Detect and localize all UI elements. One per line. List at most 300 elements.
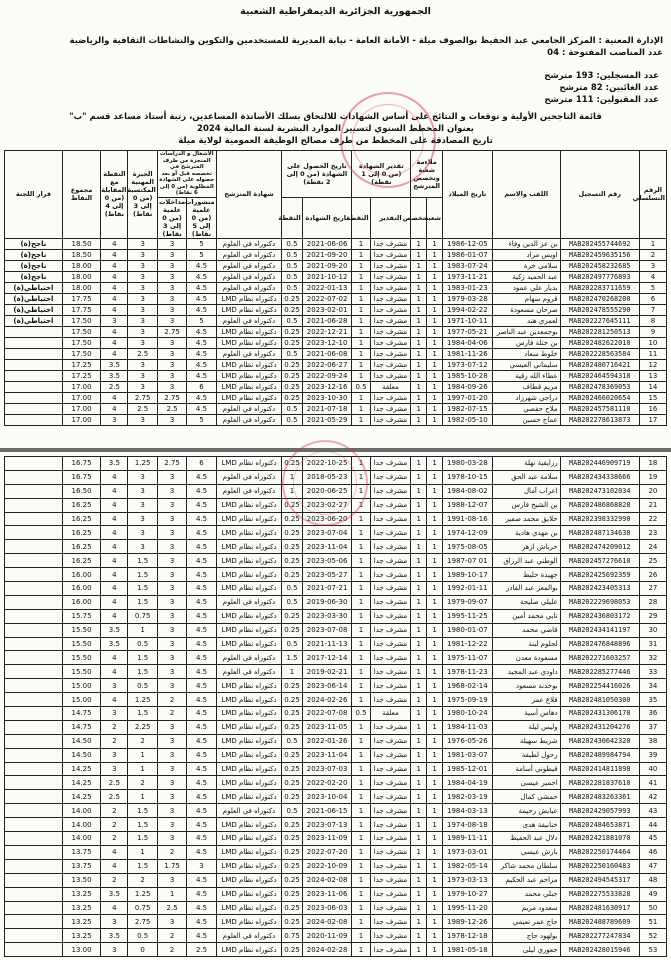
cell-int: 3 xyxy=(101,679,128,693)
cell-exp: 0.5 xyxy=(128,929,157,943)
cell-birth: 1982-05-14 xyxy=(442,859,492,873)
cell-dp: 0.5 xyxy=(282,249,302,260)
cell-name: بن عز الدين وفاء xyxy=(492,238,560,249)
cell-grade: مشرف جدا xyxy=(370,943,411,957)
cell-status xyxy=(5,348,63,359)
cell-exp: 2 xyxy=(128,776,157,790)
cell-cs: 1 xyxy=(411,540,427,554)
cell-cb: 1 xyxy=(427,359,443,370)
cell-cs: 1 xyxy=(411,370,427,381)
cell-cb: 1 xyxy=(427,260,443,271)
cell-name: عليلي صليحة xyxy=(492,595,560,609)
cell-dd: 2023-07-13 xyxy=(302,818,352,832)
cell-name: مزاحم عبد الحكيم xyxy=(492,873,560,887)
cell-gp: 1 xyxy=(352,915,370,929)
cell-wa: 4.5 xyxy=(187,609,216,623)
cell-wa: 4.5 xyxy=(187,762,216,776)
cell-birth: 1984-09-26 xyxy=(442,381,492,392)
cell-gp: 1 xyxy=(352,693,370,707)
cell-birth: 1986-12-05 xyxy=(442,238,492,249)
cell-status xyxy=(5,623,63,637)
cell-name: قاضي محمد xyxy=(492,623,560,637)
cell-exp: 1 xyxy=(128,623,157,637)
cell-wb: 3 xyxy=(157,832,186,846)
cell-grade: مشرف جدا xyxy=(370,845,411,859)
cell-total: 16.00 xyxy=(62,568,100,582)
table-row xyxy=(5,484,667,498)
cell-cs: 1 xyxy=(411,282,427,293)
cell-gp: 1 xyxy=(352,568,370,582)
cell-dp: 0.5 xyxy=(282,637,302,651)
cell-wb: 3 xyxy=(157,679,186,693)
cell-grade: مشرف جدا xyxy=(370,873,411,887)
cell-exp: 3 xyxy=(128,337,157,348)
cell-name: داودي عبد المجيد xyxy=(492,665,560,679)
cell-grade: مشرف جدا xyxy=(370,651,411,665)
cell-status xyxy=(5,720,63,734)
cell-code: MAB202483263361 xyxy=(560,790,639,804)
cell-exp: 2.5 xyxy=(128,403,157,414)
cell-n: 47 xyxy=(639,859,666,873)
cell-dp: 0.5 xyxy=(282,271,302,282)
cell-grade: مشرف جدا xyxy=(370,315,411,326)
cell-name: لعمري هند xyxy=(492,315,560,326)
cell-gp: 0.5 xyxy=(352,707,370,721)
cell-wa: 4.5 xyxy=(187,271,216,282)
cell-dp: 0.25 xyxy=(282,392,302,403)
cell-birth: 1978-11-23 xyxy=(442,665,492,679)
table-row xyxy=(5,249,667,260)
col-name: اللقب والاسم xyxy=(492,151,560,239)
cell-total: 17.00 xyxy=(62,403,100,414)
cell-wb: 3 xyxy=(157,637,186,651)
cell-dd: 2023-02-01 xyxy=(302,304,352,315)
cell-wb: 3 xyxy=(157,609,186,623)
cell-wa: 4.5 xyxy=(187,832,216,846)
cell-wb: 3 xyxy=(157,249,186,260)
cell-cb: 1 xyxy=(427,271,443,282)
cell-name: سليماني العيسي xyxy=(492,359,560,370)
cell-cb: 1 xyxy=(427,623,443,637)
cell-status xyxy=(5,498,63,512)
table-row xyxy=(5,271,667,282)
cell-dd: 2024-02-26 xyxy=(302,693,352,707)
cell-grade: مشرف جدا xyxy=(370,720,411,734)
cell-n: 6 xyxy=(639,293,666,304)
cell-dd: 2019-06-30 xyxy=(302,595,352,609)
cell-cb: 1 xyxy=(427,392,443,403)
cell-n: 36 xyxy=(639,707,666,721)
cell-birth: 1981-11-26 xyxy=(442,348,492,359)
cell-exp: 1 xyxy=(128,845,157,859)
cell-int: 4 xyxy=(101,403,128,414)
cell-n: 1 xyxy=(639,238,666,249)
col-degree-date-val: تاريخ الشهادة xyxy=(302,197,352,238)
table-row xyxy=(5,260,667,271)
cell-status xyxy=(5,637,63,651)
cell-cb: 1 xyxy=(427,337,443,348)
cell-dd: 2024-02-08 xyxy=(302,873,352,887)
col-experience: الخبرة المهنية المكتسبة (من 0 إلى 3 نقاط) xyxy=(128,151,157,239)
cell-deg: دكتوراه في العلوم xyxy=(216,315,282,326)
cell-status xyxy=(5,526,63,540)
table-row xyxy=(5,414,667,425)
cell-code: MAB202494545317 xyxy=(560,873,639,887)
cell-birth: 1982-07-15 xyxy=(442,403,492,414)
cell-total: 14.00 xyxy=(62,804,100,818)
table-row xyxy=(5,720,667,734)
cell-wa: 4.5 xyxy=(187,804,216,818)
cell-int: 4 xyxy=(101,326,128,337)
table-row xyxy=(5,693,667,707)
cell-status xyxy=(5,762,63,776)
government-heading: الجمهورية الجزائرية الديمقراطية الشعبية xyxy=(240,6,431,17)
cell-gp: 1 xyxy=(352,249,370,260)
cell-total: 13.25 xyxy=(62,915,100,929)
cell-total: 13.25 xyxy=(62,887,100,901)
cell-deg: دكتوراه نظام LMD xyxy=(216,568,282,582)
cell-gp: 1 xyxy=(352,582,370,596)
cell-wa: 4.5 xyxy=(187,512,216,526)
cell-status xyxy=(5,359,63,370)
cell-n: 26 xyxy=(639,568,666,582)
cell-wb: 3 xyxy=(157,776,186,790)
cell-exp: 2.75 xyxy=(128,915,157,929)
cell-dd: 2023-12-16 xyxy=(302,381,352,392)
cell-cs: 1 xyxy=(411,392,427,403)
cell-wa: 4.5 xyxy=(187,693,216,707)
cell-deg: دكتوراه نظام LMD xyxy=(216,293,282,304)
cell-wb: 2 xyxy=(157,943,186,957)
cell-n: 3 xyxy=(639,260,666,271)
cell-wa: 4.5 xyxy=(187,498,216,512)
cell-int: 2 xyxy=(101,734,128,748)
cell-dp: 0.5 xyxy=(282,595,302,609)
cell-status xyxy=(5,512,63,526)
cell-gp: 1 xyxy=(352,776,370,790)
cell-cs: 1 xyxy=(411,582,427,596)
cell-wa: 4.5 xyxy=(187,665,216,679)
cell-cb: 1 xyxy=(427,554,443,568)
cell-gp: 1 xyxy=(352,595,370,609)
cell-birth: 1981-12-22 xyxy=(442,637,492,651)
cell-dd: 2023-10-04 xyxy=(302,790,352,804)
cell-total: 15.50 xyxy=(62,651,100,665)
cell-exp: 3 xyxy=(128,293,157,304)
cell-birth: 1978-12-18 xyxy=(442,929,492,943)
cell-exp: 3 xyxy=(128,304,157,315)
cell-wa: 4.5 xyxy=(187,637,216,651)
cell-grade: مشرف جدا xyxy=(370,249,411,260)
cell-status: احتياطي(ة) xyxy=(5,282,63,293)
cell-total: 14.25 xyxy=(62,762,100,776)
cell-name: جعوري ليلى xyxy=(492,943,560,957)
cell-code: MAB202227645111 xyxy=(560,315,639,326)
cell-name: عطاء الله رقية xyxy=(492,370,560,381)
cell-name: عبد الحميد زكية xyxy=(492,271,560,282)
cell-exp: 1.5 xyxy=(128,832,157,846)
registered-count: عدد المسجلين: 193 مترشح xyxy=(544,71,659,81)
cell-wa: 4.5 xyxy=(187,540,216,554)
cell-dp: 0.75 xyxy=(282,929,302,943)
cell-code: MAB202482622010 xyxy=(560,337,639,348)
cell-gp: 1 xyxy=(352,337,370,348)
cell-wa: 4.5 xyxy=(187,720,216,734)
cell-dp: 0.25 xyxy=(282,915,302,929)
cell-birth: 1987-07 01 xyxy=(442,554,492,568)
document-title-line-1: قائمة الناجحين الأولية و توقعات و النتائج على أساس الشهادات للالتحاق بسلك الأساتذة المساعدين، رتبة أستاذ مساعد قسم "ب" xyxy=(69,112,602,122)
cell-n: 35 xyxy=(639,693,666,707)
stats-block xyxy=(544,70,659,106)
cell-birth: 1992-01-11 xyxy=(442,582,492,596)
cell-int: 4 xyxy=(101,568,128,582)
cell-gp: 1 xyxy=(352,887,370,901)
cell-gp: 1 xyxy=(352,818,370,832)
cell-wa: 5 xyxy=(187,315,216,326)
cell-birth: 1971-10-11 xyxy=(442,315,492,326)
cell-total: 16.25 xyxy=(62,512,100,526)
table-row xyxy=(5,293,667,304)
cell-code: MAB202414811898 xyxy=(560,762,639,776)
cell-int: 2 xyxy=(101,832,128,846)
cell-wa: 4.5 xyxy=(187,568,216,582)
table-row xyxy=(5,457,667,471)
table-row xyxy=(5,512,667,526)
cell-deg: دكتوراه في العلوم xyxy=(216,348,282,359)
cell-dd: 2022-10-09 xyxy=(302,859,352,873)
cell-exp: 3 xyxy=(128,526,157,540)
cell-gp: 1 xyxy=(352,470,370,484)
cell-name: بن مهدي هادية xyxy=(492,526,560,540)
cell-code: MAB202478555290 xyxy=(560,304,639,315)
cell-code: MAB202250160483 xyxy=(560,859,639,873)
cell-gp: 1 xyxy=(352,359,370,370)
cell-wa: 4.5 xyxy=(187,403,216,414)
cell-grade: مشرف جدا xyxy=(370,776,411,790)
cell-birth: 1984-11-03 xyxy=(442,720,492,734)
cell-name: بارش عيسى xyxy=(492,845,560,859)
cell-dp: 0.25 xyxy=(282,845,302,859)
cell-cs: 1 xyxy=(411,915,427,929)
cell-gp: 1 xyxy=(352,651,370,665)
cell-cb: 1 xyxy=(427,595,443,609)
cell-status xyxy=(5,582,63,596)
cell-gp: 1 xyxy=(352,762,370,776)
cell-dp: 0.25 xyxy=(282,720,302,734)
cell-int: 2 xyxy=(101,720,128,734)
cell-cb: 1 xyxy=(427,315,443,326)
table-row xyxy=(5,403,667,414)
cell-name: بوجمعدين عبد الناصر xyxy=(492,326,560,337)
cell-deg: دكتوراه في العلوم xyxy=(216,484,282,498)
cell-wb: 3 xyxy=(157,337,186,348)
cell-exp: 3 xyxy=(128,260,157,271)
cell-wa: 4.5 xyxy=(187,651,216,665)
cell-dd: 2023-07-04 xyxy=(302,526,352,540)
cell-wa: 4.5 xyxy=(187,929,216,943)
cell-deg: دكتوراه نظام LMD xyxy=(216,370,282,381)
cell-status xyxy=(5,665,63,679)
cell-name: حاج عمر نعيمي xyxy=(492,915,560,929)
cell-wb: 3 xyxy=(157,734,186,748)
table-row xyxy=(5,637,667,651)
cell-total: 16.75 xyxy=(62,470,100,484)
cell-wa: 4.5 xyxy=(187,337,216,348)
cell-total: 17.00 xyxy=(62,392,100,403)
cell-dp: 0.25 xyxy=(282,762,302,776)
cell-code: MAB202271603257 xyxy=(560,651,639,665)
cell-code: MAB202429057993 xyxy=(560,804,639,818)
cell-birth: 1981-05-18 xyxy=(442,943,492,957)
cell-cs: 1 xyxy=(411,818,427,832)
cell-wa: 4.5 xyxy=(187,282,216,293)
cell-total: 17.00 xyxy=(62,414,100,425)
cell-birth: 1981-03-07 xyxy=(442,748,492,762)
cell-status xyxy=(5,901,63,915)
cell-n: 23 xyxy=(639,526,666,540)
cell-cs: 1 xyxy=(411,326,427,337)
cell-dp: 0.5 xyxy=(282,804,302,818)
cell-n: 28 xyxy=(639,595,666,609)
cell-dp: 0.25 xyxy=(282,790,302,804)
cell-cs: 1 xyxy=(411,470,427,484)
table-body-page-1 xyxy=(5,238,667,425)
col-conf-branch: شعبة xyxy=(427,197,443,238)
cell-name: حمشي كمال xyxy=(492,790,560,804)
cell-n: 4 xyxy=(639,271,666,282)
cell-int: 4 xyxy=(101,293,128,304)
cell-exp: 2 xyxy=(128,873,157,887)
cell-gp: 1 xyxy=(352,457,370,471)
cell-code: MAB202275533828 xyxy=(560,887,639,901)
cell-name: دهاس أسية xyxy=(492,707,560,721)
cell-deg: دكتوراه نظام LMD xyxy=(216,693,282,707)
cell-gp: 1 xyxy=(352,804,370,818)
table-row xyxy=(5,609,667,623)
cell-total: 15.50 xyxy=(62,665,100,679)
cell-deg: دكتوراه نظام LMD xyxy=(216,326,282,337)
cell-wb: 3 xyxy=(157,315,186,326)
cell-birth: 1973-07-12 xyxy=(442,359,492,370)
cell-dp: 0.5 xyxy=(282,282,302,293)
cell-total: 16.25 xyxy=(62,526,100,540)
cell-wa: 4.5 xyxy=(187,326,216,337)
cell-cs: 1 xyxy=(411,304,427,315)
document-page-1 xyxy=(0,0,671,448)
table-row xyxy=(5,804,667,818)
cell-wb: 2.75 xyxy=(157,326,186,337)
cell-cs: 1 xyxy=(411,595,427,609)
cell-name: بديار علي عمود xyxy=(492,282,560,293)
cell-birth: 1974-12-09 xyxy=(442,526,492,540)
cell-total: 17.25 xyxy=(62,359,100,370)
cell-total: 16.00 xyxy=(62,582,100,596)
cell-gp: 1 xyxy=(352,348,370,359)
cell-status xyxy=(5,707,63,721)
cell-cb: 1 xyxy=(427,679,443,693)
cell-gp: 1 xyxy=(352,623,370,637)
cell-grade: مشرف جدا xyxy=(370,498,411,512)
cell-gp: 1 xyxy=(352,859,370,873)
cell-gp: 1 xyxy=(352,260,370,271)
cell-name: لحلوم لبنة xyxy=(492,637,560,651)
cell-int: 3 xyxy=(101,414,128,425)
cell-birth: 1982-05-10 xyxy=(442,414,492,425)
cell-cb: 1 xyxy=(427,832,443,846)
table-row xyxy=(5,348,667,359)
cell-dd: 2022-06-27 xyxy=(302,359,352,370)
cell-code: MAB202285277446 xyxy=(560,665,639,679)
col-decision: قرار اللجنة xyxy=(5,151,63,239)
document-title-line-2: بعنوان المخطط السنوي لتسيير الموارد البشرية لسنة المالية 2024 xyxy=(197,124,474,134)
cell-exp: 2.25 xyxy=(128,720,157,734)
cell-deg: دكتوراه نظام LMD xyxy=(216,887,282,901)
cell-wa: 5 xyxy=(187,238,216,249)
table-row xyxy=(5,873,667,887)
cell-gp: 1 xyxy=(352,901,370,915)
cell-int: 4 xyxy=(101,392,128,403)
cell-dp: 0.25 xyxy=(282,818,302,832)
cell-code: MAB202425692359 xyxy=(560,568,639,582)
cell-cs: 1 xyxy=(411,381,427,392)
cell-exp: 1 xyxy=(128,762,157,776)
cell-grade: مشرف جدا xyxy=(370,260,411,271)
cell-name: وليس ليلة xyxy=(492,720,560,734)
cell-name: قلاع عمر xyxy=(492,693,560,707)
cell-int: 4 xyxy=(101,901,128,915)
cell-int: 4 xyxy=(101,526,128,540)
cell-deg: دكتوراه في العلوم xyxy=(216,271,282,282)
cell-gp: 1 xyxy=(352,414,370,425)
cell-dp: 0.25 xyxy=(282,707,302,721)
cell-wb: 3 xyxy=(157,818,186,832)
cell-name: ملاح حفصي xyxy=(492,403,560,414)
cell-dd: 2023-07-03 xyxy=(302,762,352,776)
cell-code: MAB202481630917 xyxy=(560,901,639,915)
cell-n: 12 xyxy=(639,359,666,370)
cell-total: 13.50 xyxy=(62,873,100,887)
cell-code: MAB202428015946 xyxy=(560,943,639,957)
cell-dp: 0.25 xyxy=(282,623,302,637)
cell-code: MAB202423405313 xyxy=(560,582,639,596)
cell-n: 49 xyxy=(639,887,666,901)
table-row xyxy=(5,554,667,568)
cell-cs: 1 xyxy=(411,293,427,304)
cell-total: 16.25 xyxy=(62,554,100,568)
cell-int: 3.5 xyxy=(101,457,128,471)
table-row xyxy=(5,679,667,693)
cell-grade: مشرف جدا xyxy=(370,326,411,337)
cell-gp: 1 xyxy=(352,943,370,957)
cell-name: جبلي محمد xyxy=(492,887,560,901)
cell-wa: 4.5 xyxy=(187,887,216,901)
table-row xyxy=(5,337,667,348)
cell-total: 14.75 xyxy=(62,707,100,721)
cell-dd: 2021-06-15 xyxy=(302,804,352,818)
cell-birth: 1994-02-22 xyxy=(442,304,492,315)
cell-grade: مشرف جدا xyxy=(370,554,411,568)
cell-wa: 4.5 xyxy=(187,359,216,370)
cell-wb: 3 xyxy=(157,293,186,304)
cell-code: MAB202473102034 xyxy=(560,484,639,498)
cell-dd: 2022-01-13 xyxy=(302,282,352,293)
cell-gp: 1 xyxy=(352,315,370,326)
cell-deg: دكتوراه في العلوم xyxy=(216,282,282,293)
cell-n: 18 xyxy=(639,457,666,471)
absent-count: عدد الغائبين: 82 مترشح xyxy=(559,83,659,93)
cell-grade: مشرف جدا xyxy=(370,901,411,915)
cell-total: 17.25 xyxy=(62,370,100,381)
